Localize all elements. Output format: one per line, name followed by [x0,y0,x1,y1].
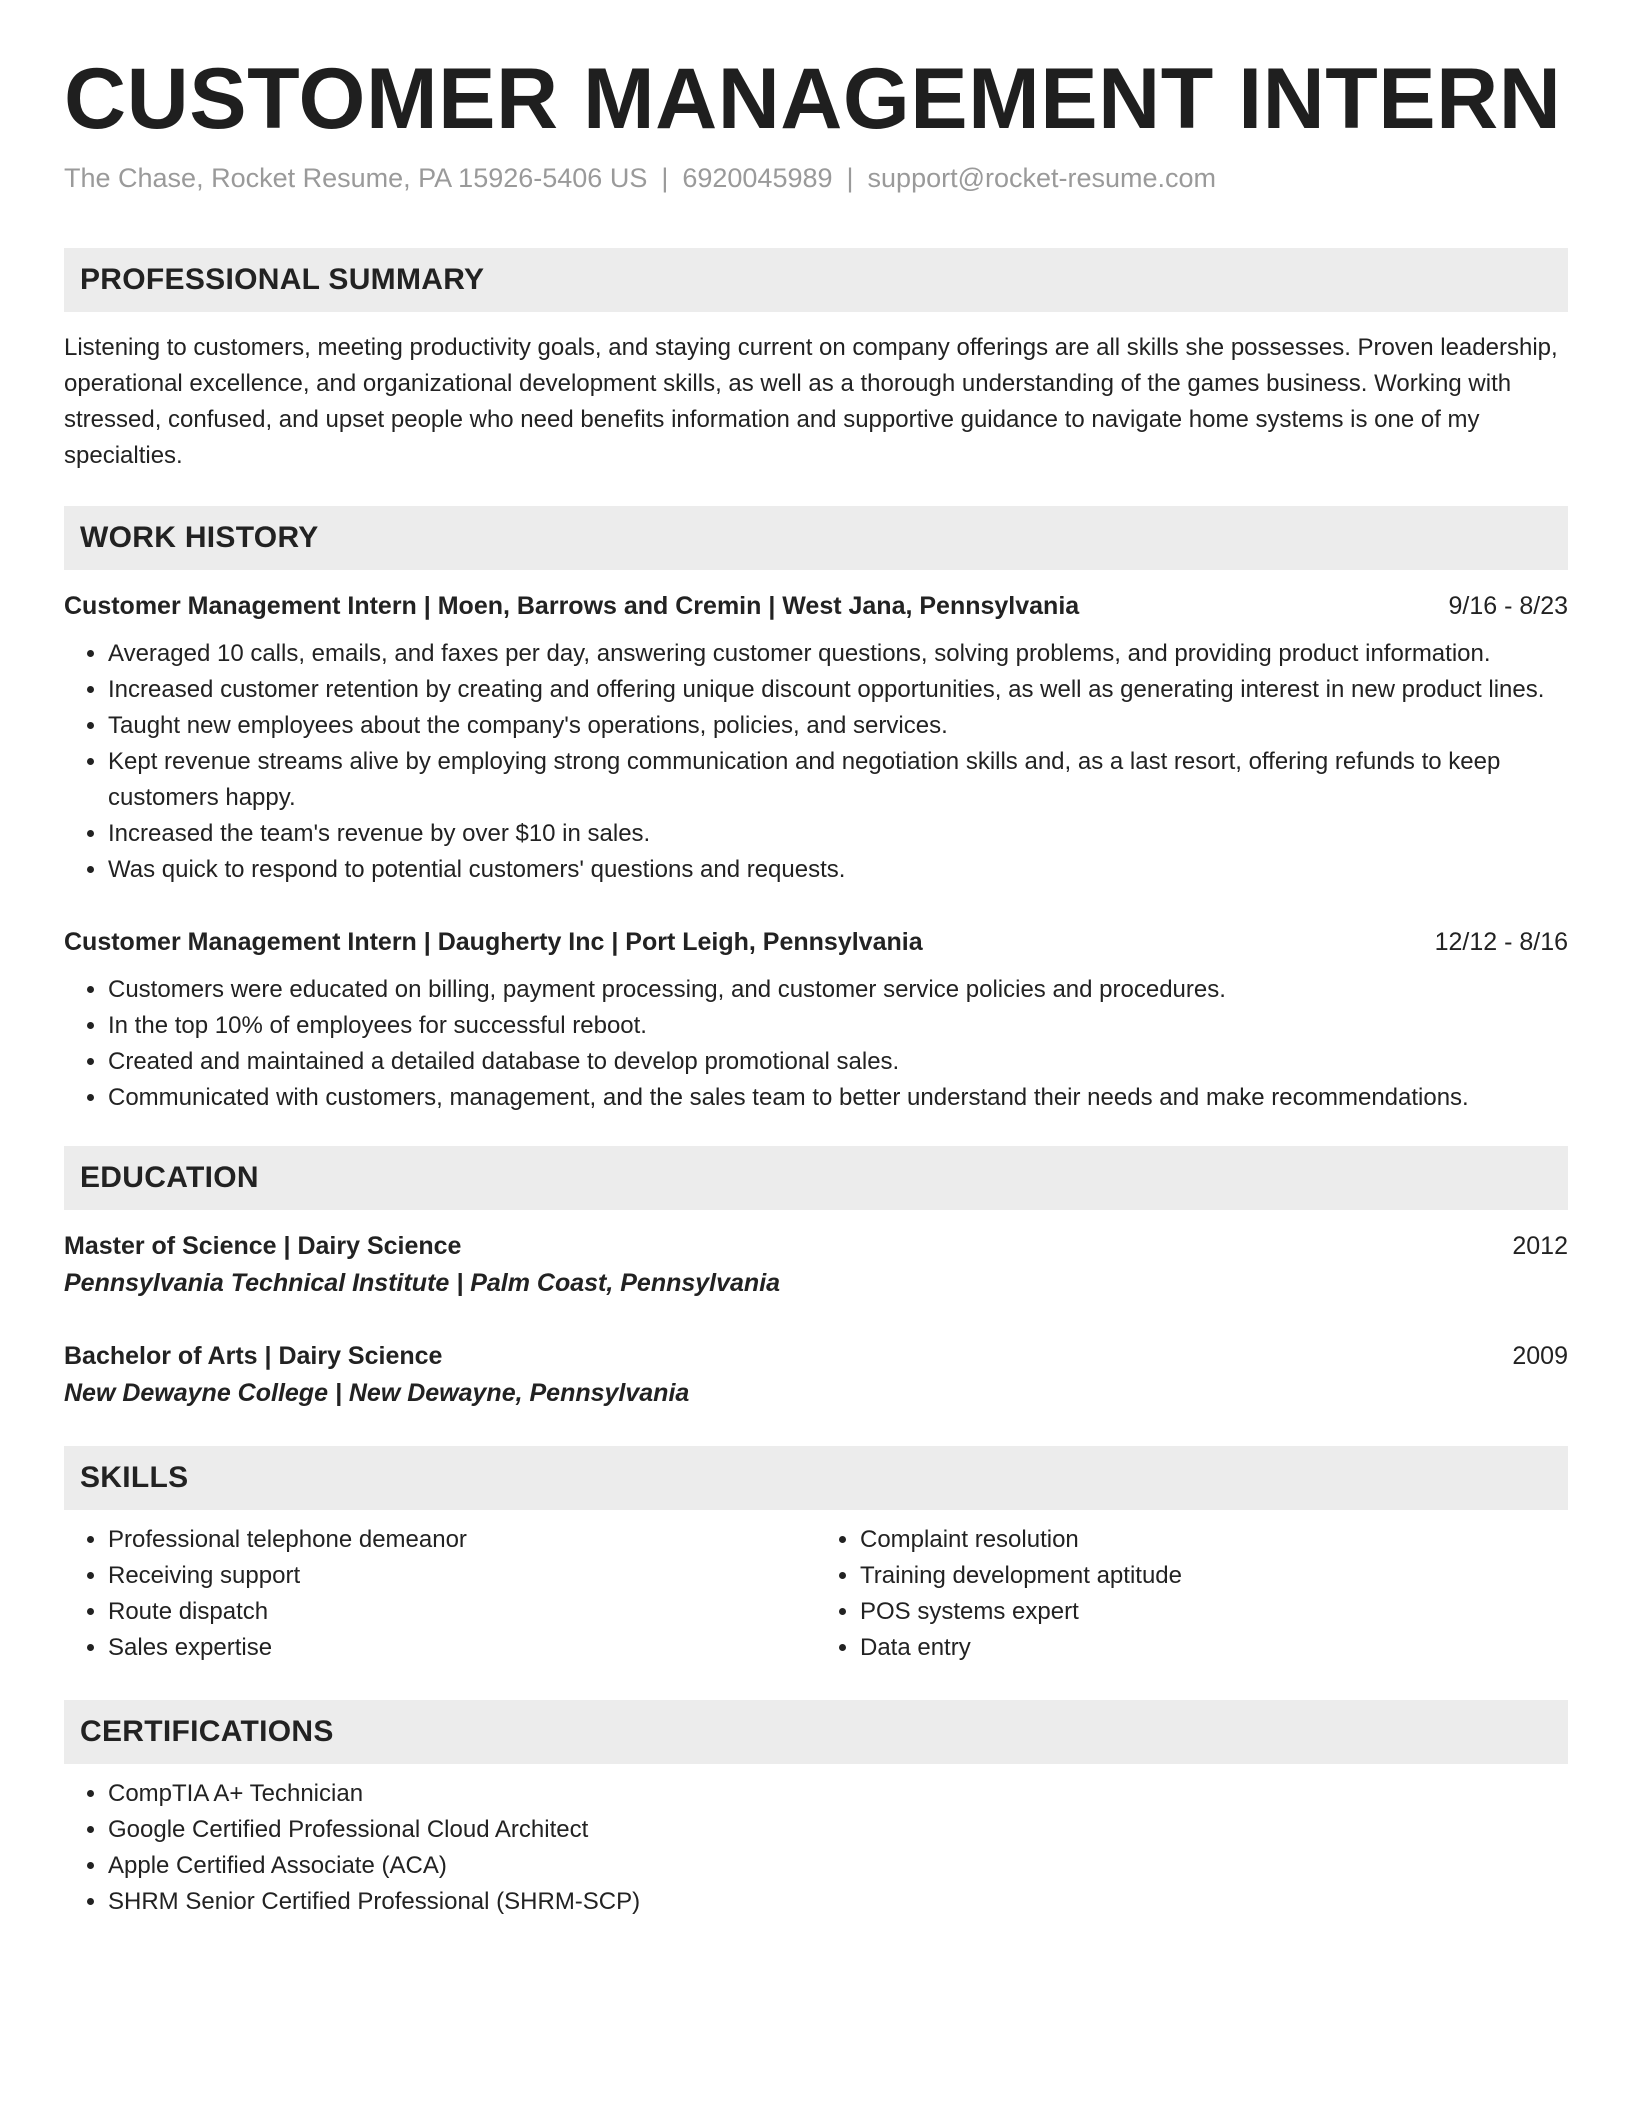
job-entry [64,588,1568,888]
list-item: • Google Certified Professional Cloud Architect [108,1812,1568,1848]
contact-address: The Chase, Rocket Resume, PA 15926-5406 US [64,162,648,193]
list-item: • Professional telephone demeanor [108,1522,816,1558]
job-title: Customer Management Intern | Daugherty Inc | Port Leigh, Pennsylvania [64,927,923,956]
education-year: 2012 [1512,1231,1568,1260]
list-item: • Data entry [860,1630,1568,1666]
job-title: Customer Management Intern | Moen, Barrows and Cremin | West Jana, Pennsylvania [64,591,1080,620]
section-header-certifications: CERTIFICATIONS [64,1700,1568,1764]
skills-column-right [816,1522,1568,1666]
candidate-name: CUSTOMER MANAGEMENT INTERN [64,51,1562,147]
list-item: • Sales expertise [108,1630,816,1666]
education-school: New Dewayne College | New Dewayne, Pennsylvania [64,1378,690,1407]
education-school: Pennsylvania Technical Institute | Palm Coast, Pennsylvania [64,1268,781,1297]
section-header-summary: PROFESSIONAL SUMMARY [64,248,1568,312]
list-item: • Complaint resolution [860,1522,1568,1558]
list-item: • Training development aptitude [860,1558,1568,1594]
list-item: • Receiving support [108,1558,816,1594]
list-item: • POS systems expert [860,1594,1568,1630]
section-header-work-history: WORK HISTORY [64,506,1568,570]
list-item: • SHRM Senior Certified Professional (SHRM-SCP) [108,1884,1568,1920]
education-entry [64,1338,1568,1412]
list-item: • Increased customer retention by creating and offering unique discount opportunities, as well as generating interest in new product lines. [108,672,1568,708]
education-degree: Bachelor of Arts | Dairy Science [64,1341,443,1370]
contact-separator: | [846,162,854,193]
section-header-education: EDUCATION [64,1146,1568,1210]
certifications-list [64,1776,1568,1920]
skills-grid [64,1522,1568,1666]
job-bullets [64,972,1568,1116]
list-item: • CompTIA A+ Technician [108,1776,1568,1812]
list-item: • Increased the team's revenue by over $10 in sales. [108,816,1568,852]
section-header-skills: SKILLS [64,1446,1568,1510]
education-year: 2009 [1512,1341,1568,1370]
education-degree: Master of Science | Dairy Science [64,1231,462,1260]
list-item: • In the top 10% of employees for successful reboot. [108,1008,1568,1044]
job-bullets [64,636,1568,888]
list-item: • Apple Certified Associate (ACA) [108,1848,1568,1884]
contact-email[interactable]: support@rocket-resume.com [867,162,1217,193]
list-item: • Was quick to respond to potential customers' questions and requests. [108,852,1568,888]
skills-column-left [64,1522,816,1666]
list-item: • Route dispatch [108,1594,816,1630]
contact-line [64,161,1568,196]
education-entry [64,1228,1568,1302]
list-item: • Communicated with customers, management, and the sales team to better understand their needs and make recommendations. [108,1080,1568,1116]
contact-phone: 6920045989 [682,162,833,193]
job-entry [64,924,1568,1116]
list-item: • Taught new employees about the company's operations, policies, and services. [108,708,1568,744]
list-item: • Kept revenue streams alive by employing strong communication and negotiation skills and, as a last resort, offering refunds to keep customers happy. [108,744,1568,816]
list-item: • Averaged 10 calls, emails, and faxes per day, answering customer questions, solving problems, and providing product information. [108,636,1568,672]
job-date: 9/16 - 8/23 [1448,591,1568,620]
list-item: • Customers were educated on billing, payment processing, and customer service policies and procedures. [108,972,1568,1008]
summary-text: Listening to customers, meeting productivity goals, and staying current on company offerings are all skills she possesses. Proven leadership, operational excellence, and organizational development skills, as well as a thorough understanding of the games business. Working with stressed, confused, and upset people who need benefits information and supportive guidance to navigate home systems is one of my specialties. [64,333,1558,469]
list-item: • Created and maintained a detailed database to develop promotional sales. [108,1044,1568,1080]
contact-separator: | [661,162,669,193]
job-date: 12/12 - 8/16 [1434,927,1568,956]
